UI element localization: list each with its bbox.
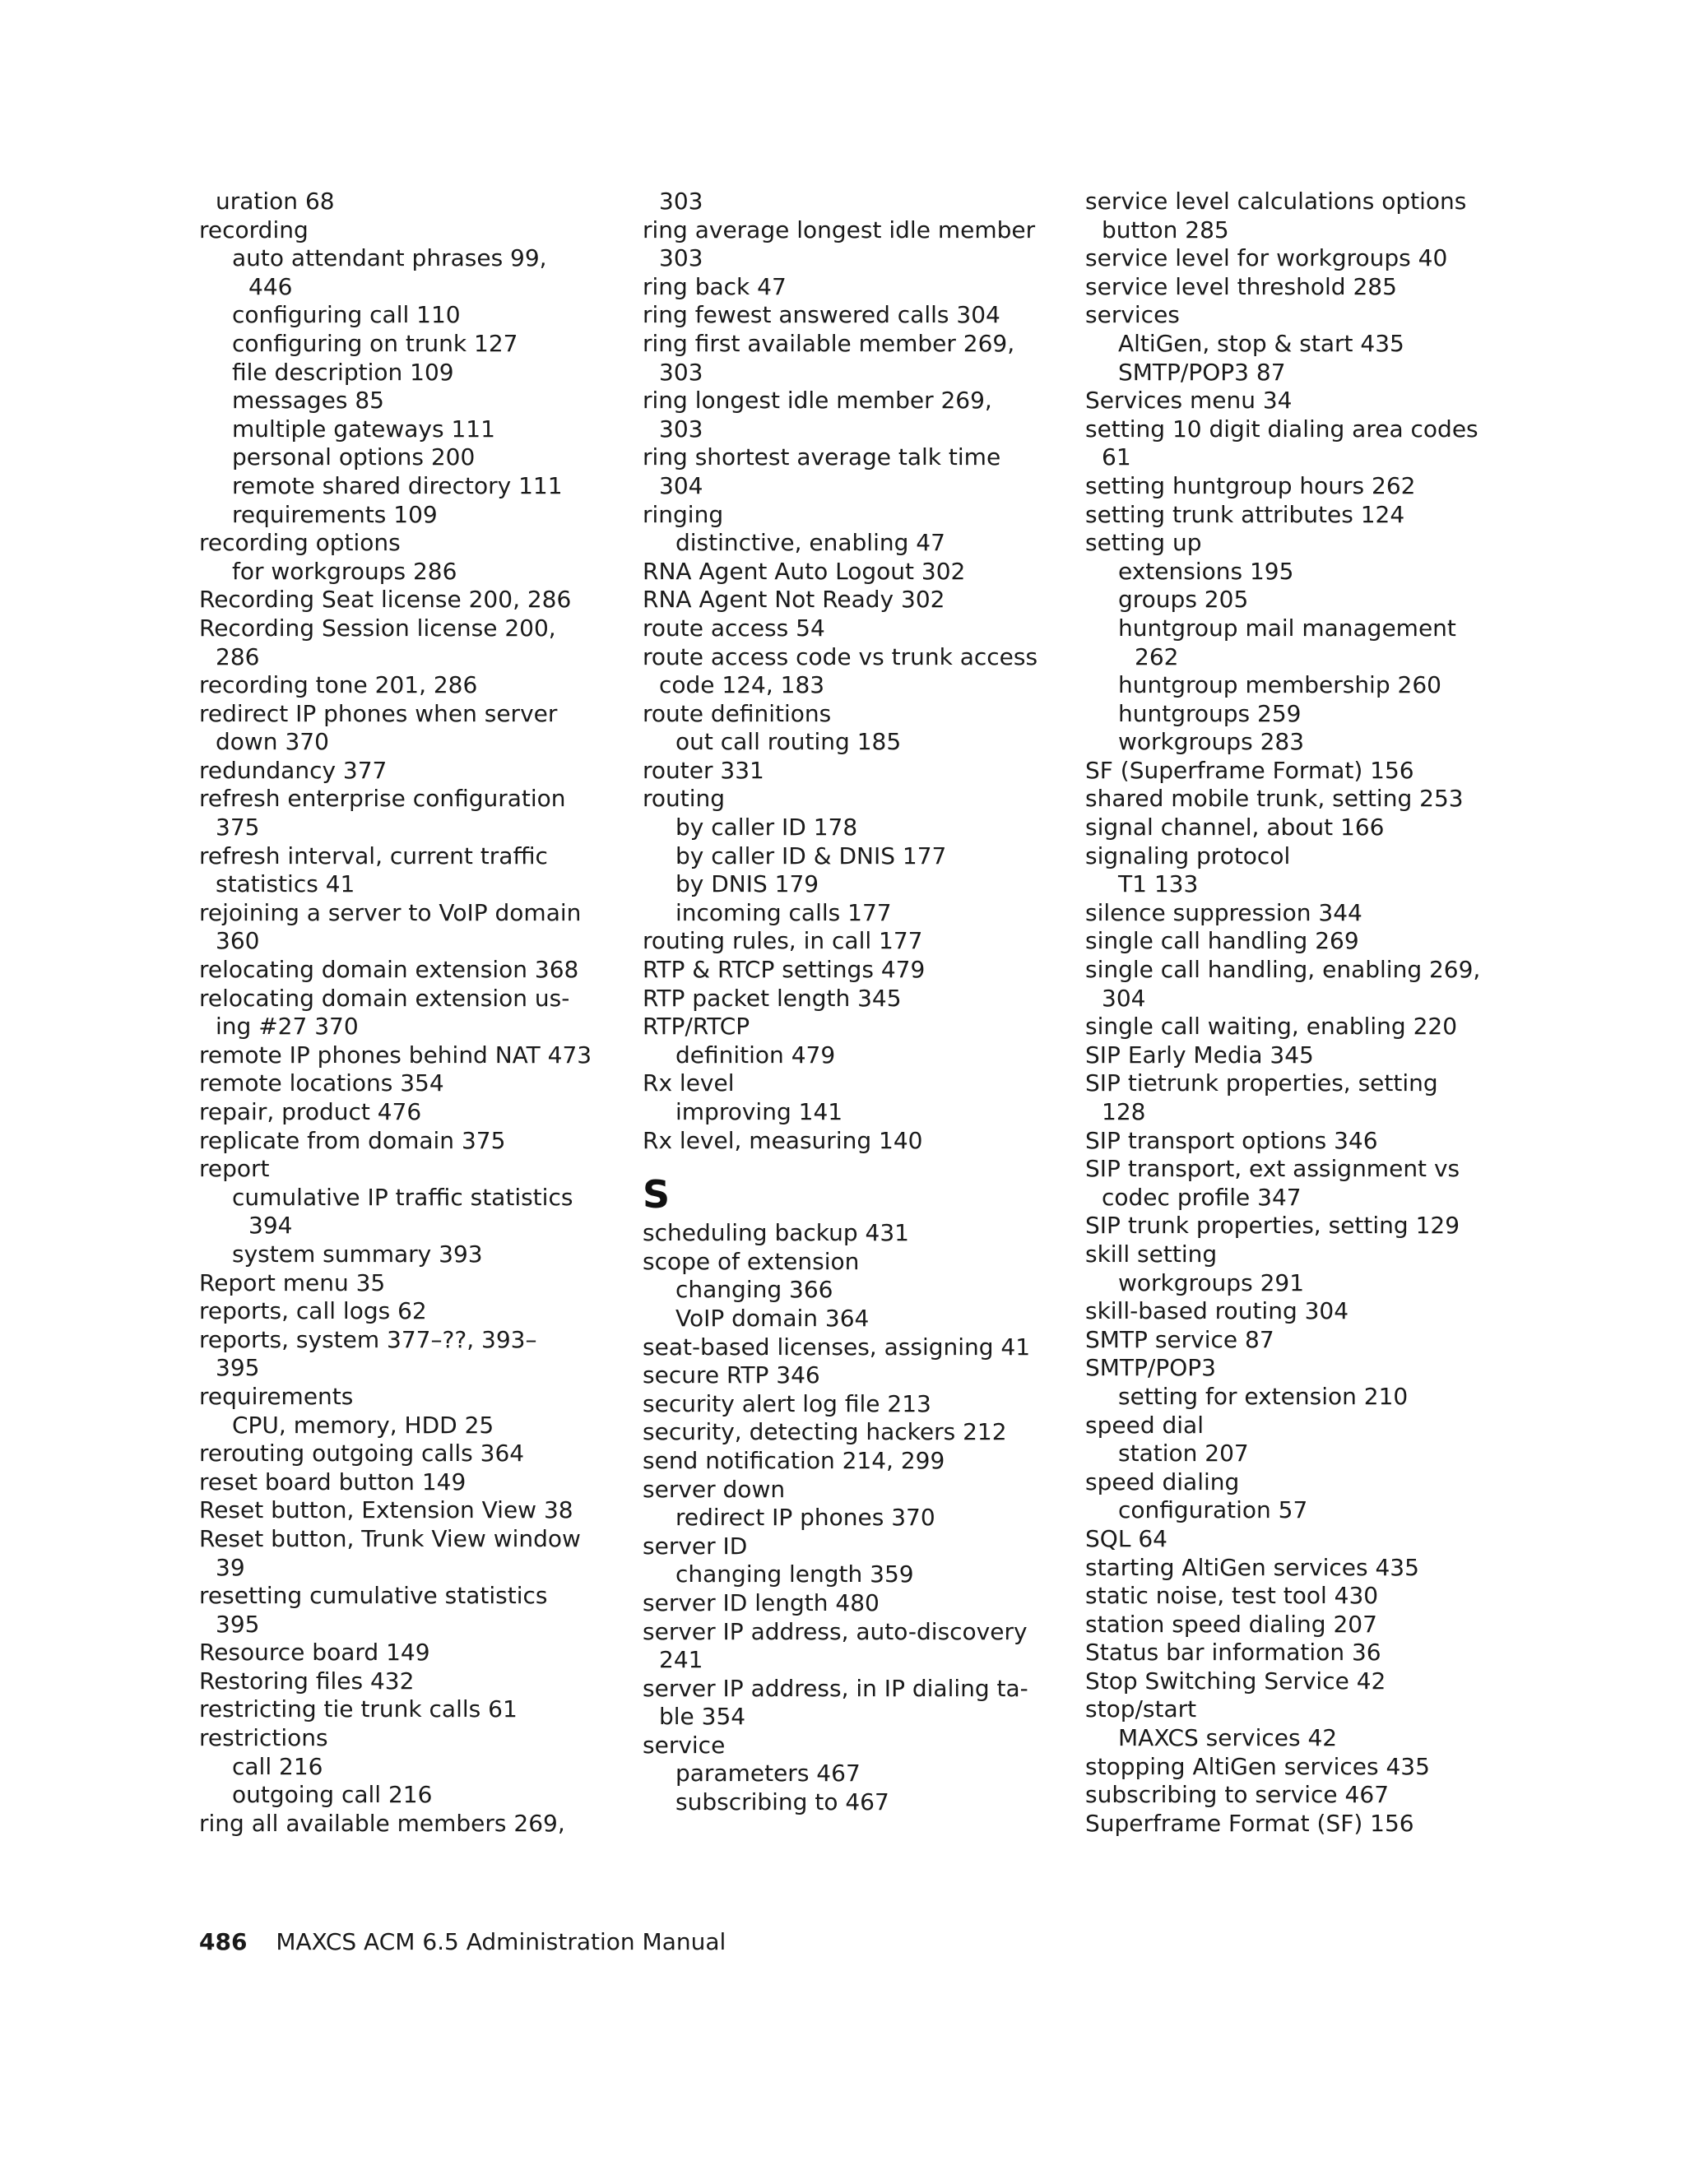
section-letter-heading: S — [643, 1172, 671, 1217]
index-entry: ring first available member 269, — [643, 329, 1015, 357]
index-entry: scheduling backup 431 — [643, 1219, 909, 1247]
index-entry: recording tone 201, 286 — [199, 671, 478, 699]
index-subentry: T1 133 — [1118, 870, 1199, 898]
index-entry: Status bar information 36 — [1085, 1639, 1381, 1667]
index-entry: ring shortest average talk time — [643, 443, 1001, 471]
index-subentry: huntgroup membership 260 — [1118, 671, 1441, 699]
index-entry: service — [643, 1731, 726, 1759]
index-entry: resetting cumulative statistics — [199, 1582, 548, 1610]
index-entry: restrictions — [199, 1724, 328, 1752]
index-entry: signal channel, about 166 — [1085, 814, 1385, 842]
index-entry: Rx level, measuring 140 — [643, 1126, 923, 1154]
index-subentry: 241 — [659, 1646, 703, 1674]
index-subentry: MAXCS services 42 — [1118, 1724, 1338, 1752]
index-subentry: 395 — [216, 1354, 260, 1382]
index-entry: ring all available members 269, — [199, 1809, 565, 1837]
index-subentry: button 285 — [1102, 216, 1229, 243]
index-entry: restricting tie trunk calls 61 — [199, 1695, 518, 1723]
index-entry: station speed dialing 207 — [1085, 1610, 1377, 1638]
index-entry: server down — [643, 1475, 786, 1503]
index-entry: Stop Switching Service 42 — [1085, 1667, 1386, 1695]
index-subentry: station 207 — [1118, 1440, 1249, 1468]
index-subentry: changing length 359 — [675, 1560, 914, 1588]
index-subentry: configuration 57 — [1118, 1496, 1308, 1524]
index-entry: speed dialing — [1085, 1468, 1240, 1495]
index-entry: Services menu 34 — [1085, 387, 1293, 415]
index-entry: scope of extension — [643, 1247, 860, 1275]
index-entry: replicate from domain 375 — [199, 1126, 506, 1154]
index-entry: rejoining a server to VoIP domain — [199, 898, 582, 926]
index-entry: services — [1085, 301, 1180, 329]
index-entry: seat-based licenses, assigning 41 — [643, 1333, 1031, 1361]
index-subentry: definition 479 — [675, 1041, 836, 1069]
index-entry: service level for workgroups 40 — [1085, 244, 1448, 272]
index-subentry: VoIP domain 364 — [675, 1304, 870, 1332]
index-entry: Resource board 149 — [199, 1639, 430, 1667]
index-subentry: for workgroups 286 — [232, 557, 457, 585]
index-entry: repair, product 476 — [199, 1098, 422, 1125]
index-subentry: out call routing 185 — [675, 728, 902, 756]
index-entry: Recording Session license 200, — [199, 614, 556, 642]
index-entry: skill setting — [1085, 1240, 1218, 1268]
index-subentry: 61 — [1102, 443, 1131, 471]
index-entry: setting 10 digit dialing area codes — [1085, 415, 1478, 443]
index-entry: refresh enterprise configuration — [199, 785, 566, 813]
index-subentry: workgroups 283 — [1118, 728, 1305, 756]
index-subentry: system summary 393 — [232, 1240, 483, 1268]
index-subentry: call 216 — [232, 1752, 323, 1780]
index-subentry: code 124, 183 — [659, 671, 825, 699]
index-subentry: workgroups 291 — [1118, 1268, 1305, 1296]
index-entry: report — [199, 1155, 270, 1183]
index-entry: route access 54 — [643, 614, 825, 642]
index-subentry: 304 — [1102, 984, 1146, 1012]
page-number: 486 — [199, 1928, 248, 1955]
index-subentry: ble 354 — [659, 1703, 746, 1731]
index-entry: silence suppression 344 — [1085, 898, 1362, 926]
index-entry: remote IP phones behind NAT 473 — [199, 1041, 592, 1069]
index-subentry: by caller ID 178 — [675, 814, 858, 842]
index-entry: speed dial — [1085, 1411, 1204, 1439]
index-entry: SIP Early Media 345 — [1085, 1041, 1314, 1069]
index-subentry: changing 366 — [675, 1276, 833, 1304]
index-subentry: groups 205 — [1118, 586, 1249, 614]
index-subentry: 303 — [659, 358, 703, 386]
index-entry: secure RTP 346 — [643, 1361, 820, 1389]
index-subentry: huntgroups 259 — [1118, 699, 1302, 727]
index-subentry: subscribing to 467 — [675, 1788, 889, 1816]
index-entry: Report menu 35 — [199, 1268, 386, 1296]
index-entry: reports, system 377–??, 393– — [199, 1325, 537, 1353]
index-entry: routing — [643, 785, 726, 813]
index-entry: Rx level — [643, 1069, 735, 1097]
index-entry: SF (Superframe Format) 156 — [1085, 756, 1414, 784]
index-entry: ring longest idle member 269, — [643, 387, 992, 415]
index-subentry: huntgroup mail management — [1118, 614, 1456, 642]
index-entry: SIP trunk properties, setting 129 — [1085, 1212, 1460, 1240]
index-entry: SMTP service 87 — [1085, 1325, 1274, 1353]
index-subentry: 303 — [659, 415, 703, 443]
index-subentry: 128 — [1102, 1098, 1146, 1125]
index-entry: SIP tietrunk properties, setting — [1085, 1069, 1438, 1097]
index-subentry: SMTP/POP3 87 — [1118, 358, 1286, 386]
index-column-1 — [199, 188, 610, 1838]
index-subentry: codec profile 347 — [1102, 1183, 1302, 1211]
index-entry: single call handling, enabling 269, — [1085, 956, 1481, 984]
index-entry: server IP address, auto-discovery — [643, 1617, 1028, 1645]
index-subentry: requirements 109 — [232, 500, 438, 528]
index-entry: relocating domain extension us- — [199, 984, 570, 1012]
index-entry: shared mobile trunk, setting 253 — [1085, 785, 1464, 813]
index-entry: starting AltiGen services 435 — [1085, 1553, 1419, 1581]
index-subentry: 446 — [248, 272, 293, 300]
index-subentry: distinctive, enabling 47 — [675, 529, 945, 557]
index-entry: redirect IP phones when server — [199, 699, 558, 727]
index-entry: RTP/RTCP — [643, 1013, 750, 1041]
index-subentry: by DNIS 179 — [675, 870, 819, 898]
index-entry: signaling protocol — [1085, 842, 1291, 869]
index-entry: ringing — [643, 500, 724, 528]
index-entry: SIP transport options 346 — [1085, 1126, 1378, 1154]
index-subentry: extensions 195 — [1118, 557, 1294, 585]
index-entry: stopping AltiGen services 435 — [1085, 1752, 1430, 1780]
index-entry: recording — [199, 216, 309, 243]
index-entry: setting trunk attributes 124 — [1085, 500, 1405, 528]
index-subentry: 394 — [248, 1212, 293, 1240]
index-subentry: remote shared directory 111 — [232, 471, 563, 499]
index-entry: refresh interval, current traffic — [199, 842, 548, 869]
index-subentry: 375 — [216, 814, 260, 842]
index-entry: RTP & RTCP settings 479 — [643, 956, 926, 984]
index-subentry: incoming calls 177 — [675, 898, 892, 926]
index-subentry: configuring on trunk 127 — [232, 329, 518, 357]
index-subentry: configuring call 110 — [232, 301, 461, 329]
index-entry: Restoring files 432 — [199, 1667, 415, 1695]
index-entry: server IP address, in IP dialing ta- — [643, 1674, 1028, 1702]
index-subentry: statistics 41 — [216, 870, 355, 898]
manual-title: MAXCS ACM 6.5 Administration Manual — [276, 1928, 726, 1955]
index-entry: RNA Agent Not Ready 302 — [643, 586, 945, 614]
index-entry: route definitions — [643, 699, 832, 727]
index-subentry: setting for extension 210 — [1118, 1382, 1409, 1410]
index-entry: skill-based routing 304 — [1085, 1297, 1349, 1325]
index-subentry: down 370 — [216, 728, 329, 756]
index-entry: router 331 — [643, 756, 764, 784]
index-entry: reset board button 149 — [199, 1468, 467, 1495]
index-subentry: auto attendant phrases 99, — [232, 244, 547, 272]
index-subentry: redirect IP phones 370 — [675, 1504, 935, 1532]
index-subentry: 303 — [659, 244, 703, 272]
index-entry: static noise, test tool 430 — [1085, 1582, 1379, 1610]
index-subentry: 395 — [216, 1610, 260, 1638]
index-subentry: 39 — [216, 1553, 245, 1581]
index-subentry: 262 — [1135, 642, 1179, 670]
index-entry: reports, call logs 62 — [199, 1297, 427, 1325]
index-entry: Reset button, Extension View 38 — [199, 1496, 573, 1524]
page-footer — [199, 1928, 726, 1955]
index-subentry: AltiGen, stop & start 435 — [1118, 329, 1404, 357]
index-entry: SMTP/POP3 — [1085, 1354, 1216, 1382]
index-subentry: cumulative IP traffic statistics — [232, 1183, 573, 1211]
index-subentry: messages 85 — [232, 387, 384, 415]
index-entry: server ID — [643, 1532, 748, 1560]
index-entry: security, detecting hackers 212 — [643, 1418, 1007, 1446]
index-entry: service level threshold 285 — [1085, 272, 1397, 300]
index-subentry: uration 68 — [216, 188, 335, 215]
index-entry: ring fewest answered calls 304 — [643, 301, 1000, 329]
index-entry: route access code vs trunk access — [643, 642, 1038, 670]
index-subentry: by caller ID & DNIS 177 — [675, 842, 947, 869]
index-entry: Recording Seat license 200, 286 — [199, 586, 572, 614]
index-entry: recording options — [199, 529, 401, 557]
index-entry: Reset button, Trunk View window — [199, 1524, 581, 1552]
index-entry: setting up — [1085, 529, 1202, 557]
index-subentry: ing #27 370 — [216, 1013, 359, 1041]
index-entry: ring back 47 — [643, 272, 787, 300]
index-subentry: 360 — [216, 927, 260, 955]
index-entry: single call handling 269 — [1085, 927, 1359, 955]
index-entry: remote locations 354 — [199, 1069, 444, 1097]
index-column-3 — [1085, 188, 1513, 1838]
index-entry: RNA Agent Auto Logout 302 — [643, 557, 966, 585]
index-entry: stop/start — [1085, 1695, 1197, 1723]
index-entry: send notification 214, 299 — [643, 1446, 945, 1474]
index-entry: single call waiting, enabling 220 — [1085, 1013, 1458, 1041]
index-subentry: parameters 467 — [675, 1760, 861, 1788]
index-entry: Superframe Format (SF) 156 — [1085, 1809, 1414, 1837]
index-subentry: 286 — [216, 642, 260, 670]
index-entry: setting huntgroup hours 262 — [1085, 471, 1416, 499]
index-entry: subscribing to service 467 — [1085, 1781, 1390, 1809]
index-entry: redundancy 377 — [199, 756, 388, 784]
index-entry: requirements — [199, 1382, 354, 1410]
index-subentry: multiple gateways 111 — [232, 415, 495, 443]
index-subentry: outgoing call 216 — [232, 1781, 433, 1809]
index-entry: service level calculations options — [1085, 188, 1467, 215]
index-entry: SIP transport, ext assignment vs — [1085, 1155, 1460, 1183]
index-entry: security alert log file 213 — [643, 1389, 931, 1417]
index-entry: rerouting outgoing calls 364 — [199, 1440, 525, 1468]
index-entry: SQL 64 — [1085, 1524, 1167, 1552]
index-subentry: 303 — [659, 188, 703, 215]
index-entry: ring average longest idle member — [643, 216, 1036, 243]
index-entry: relocating domain extension 368 — [199, 956, 579, 984]
index-subentry: personal options 200 — [232, 443, 476, 471]
index-subentry: 304 — [659, 471, 703, 499]
index-column-2 — [643, 188, 1054, 1817]
index-subentry: CPU, memory, HDD 25 — [232, 1411, 494, 1439]
index-entry: RTP packet length 345 — [643, 984, 902, 1012]
index-entry: server ID length 480 — [643, 1588, 880, 1616]
index-subentry: file description 109 — [232, 358, 454, 386]
index-subentry: improving 141 — [675, 1098, 843, 1125]
index-entry: routing rules, in call 177 — [643, 927, 923, 955]
